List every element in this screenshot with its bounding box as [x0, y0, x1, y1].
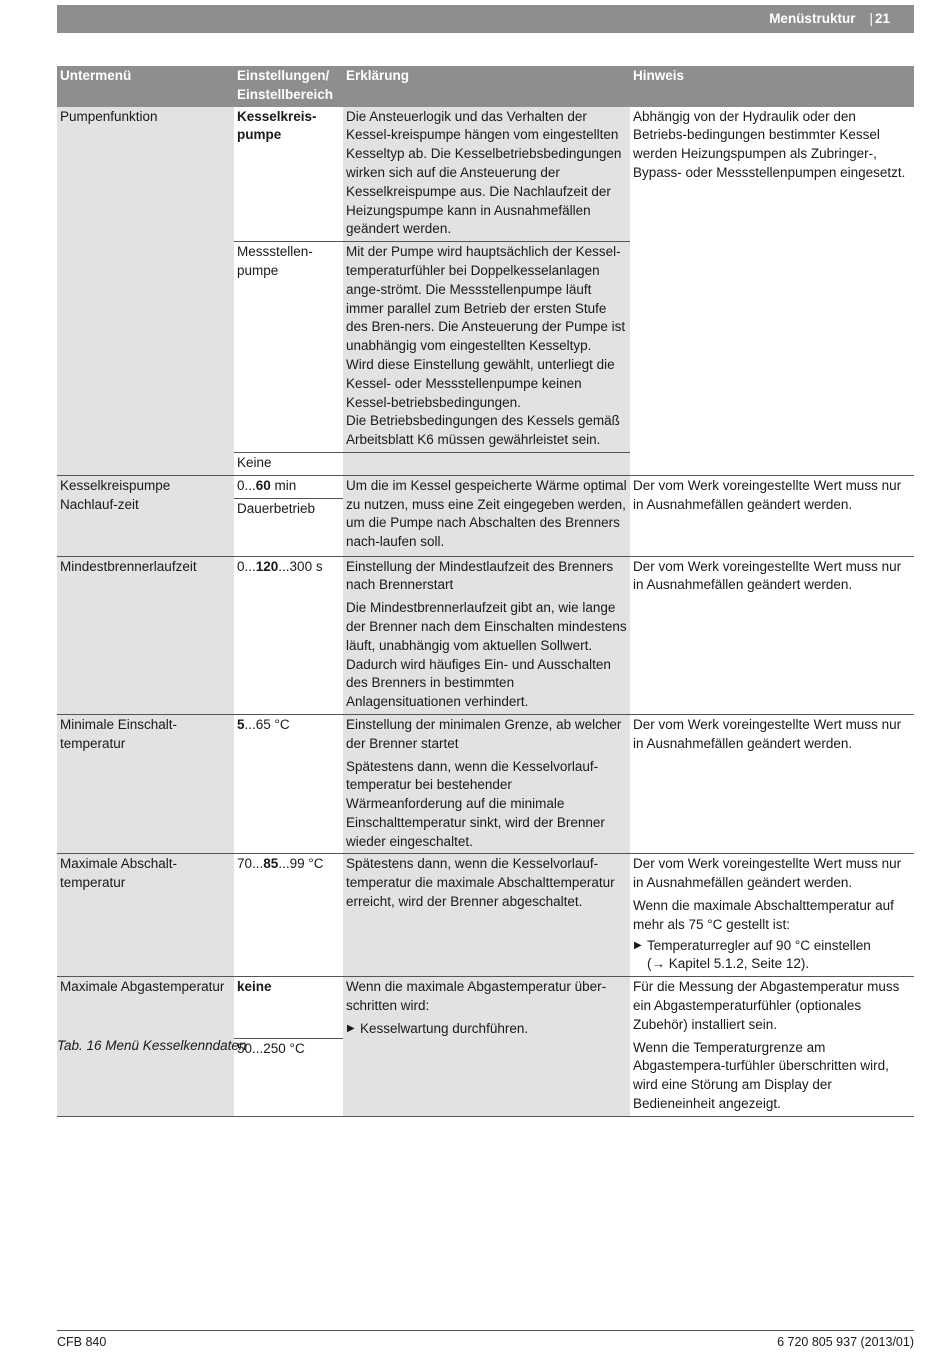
- setting-label: keine: [237, 979, 272, 995]
- table-row: [57, 107, 914, 242]
- col-header-untermenu: Untermenü: [57, 66, 234, 107]
- hint-paragraph: Für die Messung der Abgastemperatur muss ein Abgastemperaturfühler (optionales Zubehör) installiert sein.: [633, 979, 900, 1032]
- arrow-right-icon: ▶: [634, 939, 642, 951]
- page-header: [57, 5, 914, 33]
- table-row: [57, 556, 914, 714]
- col-header-einstellungen: Einstellungen/ Einstellbereich: [234, 66, 343, 107]
- explanation-empty: [343, 452, 630, 475]
- explanation: [343, 556, 630, 714]
- table-row: [57, 854, 914, 977]
- explanation: Um die im Kessel gespeicherte Wärme optimal zu nutzen, muss eine Zeit eingegeben werden, um die Pumpe nach Abschalten des Brenners nach-laufen soll.: [343, 475, 630, 556]
- explanation: [343, 714, 630, 854]
- setting-kesselkreispumpe: [234, 107, 343, 242]
- setting-nachlaufzeit-range: [234, 475, 343, 498]
- hint-paragraph: Der vom Werk voreingestellte Wert muss nur in Ausnahmefällen geändert werden.: [633, 856, 902, 891]
- range-default: 60: [255, 477, 271, 493]
- instruction-text: Kesselwartung durchführen.: [360, 1020, 529, 1036]
- table-row: [57, 714, 914, 854]
- setting-abschalt-range: [234, 854, 343, 977]
- hint: [630, 977, 914, 1117]
- header-separator: |: [869, 10, 873, 26]
- submenu-abgastemperatur: Maximale Abgastemperatur: [57, 977, 234, 1117]
- hint-paragraph: Wenn die Temperaturgrenze am Abgastempera-turfühler überschritten wird, wird eine Störung am Display der Bedieneinheit angezeigt.: [633, 1039, 889, 1112]
- range-unit: min: [270, 477, 297, 493]
- hint-reference: (→ Kapitel 5.1.2, Seite 12).: [647, 956, 810, 972]
- explanation-paragraph: Einstellung der minimalen Grenze, ab welcher der Brenner startet: [346, 716, 622, 751]
- section-title: Menüstruktur: [769, 10, 856, 26]
- setting-messstellenpumpe: Messstellen-pumpe: [234, 242, 343, 453]
- header-text: [769, 10, 914, 29]
- table-row: [57, 977, 914, 1039]
- table-header-row: [57, 66, 914, 107]
- footer-model: CFB 840: [57, 1335, 107, 1349]
- hint-instruction: [633, 937, 911, 956]
- setting-label: Kesselkreis-pumpe: [237, 108, 317, 143]
- setting-einschalt-range: [234, 714, 343, 854]
- hint: [630, 854, 914, 977]
- footer-divider: [57, 1330, 914, 1331]
- explanation-paragraph: Spätestens dann, wenn die Kesselvorlauf-temperatur bei bestehender Wärmeanforderung auf die minimale Einschalttemperatur sinkt, wird der Brenner wieder eingeschaltet.: [346, 758, 605, 849]
- explanation: Spätestens dann, wenn die Kesselvorlauf-temperatur die maximale Abschalttemperatur erreicht, wird der Brenner abgeschaltet.: [343, 854, 630, 977]
- hint: Der vom Werk voreingestellte Wert muss nur in Ausnahmefällen geändert werden.: [630, 556, 914, 714]
- range-default: 85: [263, 856, 279, 872]
- explanation-paragraph: Die Betriebsbedingungen des Kessels gemäß Arbeitsblatt K6 müssen gewährleistet sein.: [346, 413, 620, 448]
- explanation-paragraph: Wenn die maximale Abgastemperatur über-schritten wird:: [346, 979, 607, 1014]
- range-default: 5: [237, 716, 245, 732]
- range-end: ...99 °C: [278, 856, 324, 872]
- submenu-nachlaufzeit: Kesselkreispumpe Nachlauf-zeit: [57, 475, 234, 556]
- page-number: 21: [874, 10, 890, 26]
- explanation-paragraph: Die Mindestbrennerlaufzeit gibt an, wie lange der Brenner nach dem Einschalten mindestens läuft, unabhängig vom aktuellen Sollwert. Dadurch wird häufiges Ein- und Ausschalten des Brenners in bestimmten Anlagensituationen verhindert.: [346, 600, 627, 710]
- arrow-right-icon: ▶: [347, 1022, 355, 1034]
- submenu-einschalttemperatur: Minimale Einschalt-temperatur: [57, 714, 234, 854]
- explanation: [343, 977, 630, 1117]
- explanation: [343, 242, 630, 453]
- range-end: ...300 s: [278, 558, 323, 574]
- footer-docnumber: 6 720 805 937 (2013/01): [777, 1335, 914, 1349]
- setting-keine: [234, 977, 343, 1039]
- explanation-paragraph: Einstellung der Mindestlaufzeit des Brenners nach Brennerstart: [346, 558, 614, 593]
- range-default: 120: [255, 558, 279, 574]
- table-caption: Tab. 16 Menü Kesselkenndaten: [57, 1038, 247, 1053]
- explanation: Die Ansteuerlogik und das Verhalten der Kessel-kreispumpe hängen vom eingestellten Kesseltyp ab. Die Kesselbetriebsbedingungen wirken sich auf die Ansteuerung der Kesselkreispumpe aus. Die Nachlaufzeit der Heizungspumpe kann in Ausnahmefällen geändert werden.: [343, 107, 630, 242]
- range-end: ...65 °C: [244, 716, 290, 732]
- setting-dauerbetrieb: Dauerbetrieb: [234, 498, 343, 556]
- col-header-erklaerung: Erklärung: [343, 66, 630, 107]
- instruction-text: Temperaturregler auf 90 °C einstellen: [647, 937, 871, 953]
- explanation-instruction: [346, 1020, 627, 1039]
- setting-abgas-range: 50...250 °C: [234, 1038, 343, 1116]
- setting-mindestbrenner-range: [234, 556, 343, 714]
- table-row: [57, 475, 914, 498]
- range-start: 0...: [237, 477, 256, 493]
- explanation-paragraph: Mit der Pumpe wird hauptsächlich der Kessel-temperaturfühler bei Doppelkesselanlagen ange-strömt. Die Messstellenpumpe läuft immer parallel zum Betrieb der ersten Stufe des Bren-ners. Die Ansteuerung der Pumpe ist unabhängig vom eingestellten Kesseltyp.: [346, 244, 626, 354]
- explanation-paragraph: Wird diese Einstellung gewählt, unterliegt die Kessel- oder Messstellenpumpe keinen Kessel-betriebsbedingungen.: [346, 356, 615, 410]
- submenu-mindestbrennerlaufzeit: Mindestbrennerlaufzeit: [57, 556, 234, 714]
- hint-paragraph: Wenn die maximale Abschalttemperatur auf mehr als 75 °C gestellt ist:: [633, 898, 894, 932]
- col-header-hinweis: Hinweis: [630, 66, 914, 107]
- hint: Der vom Werk voreingestellte Wert muss nur in Ausnahmefällen geändert werden.: [630, 714, 914, 854]
- hint: Der vom Werk voreingestellte Wert muss nur in Ausnahmefällen geändert werden.: [630, 475, 914, 556]
- submenu-abschalttemperatur: Maximale Abschalt-temperatur: [57, 854, 234, 977]
- range-start: 70...: [237, 856, 264, 872]
- menu-table: [57, 66, 914, 1117]
- setting-keine: Keine: [234, 452, 343, 475]
- range-start: 0...: [237, 558, 256, 574]
- hint: Abhängig von der Hydraulik oder den Betriebs-bedingungen bestimmter Kessel werden Heizungspumpen als Zubringer-, Bypass- oder Messstellenpumpen eingesetzt.: [630, 107, 914, 476]
- submenu-pumpenfunktion: Pumpenfunktion: [57, 107, 234, 476]
